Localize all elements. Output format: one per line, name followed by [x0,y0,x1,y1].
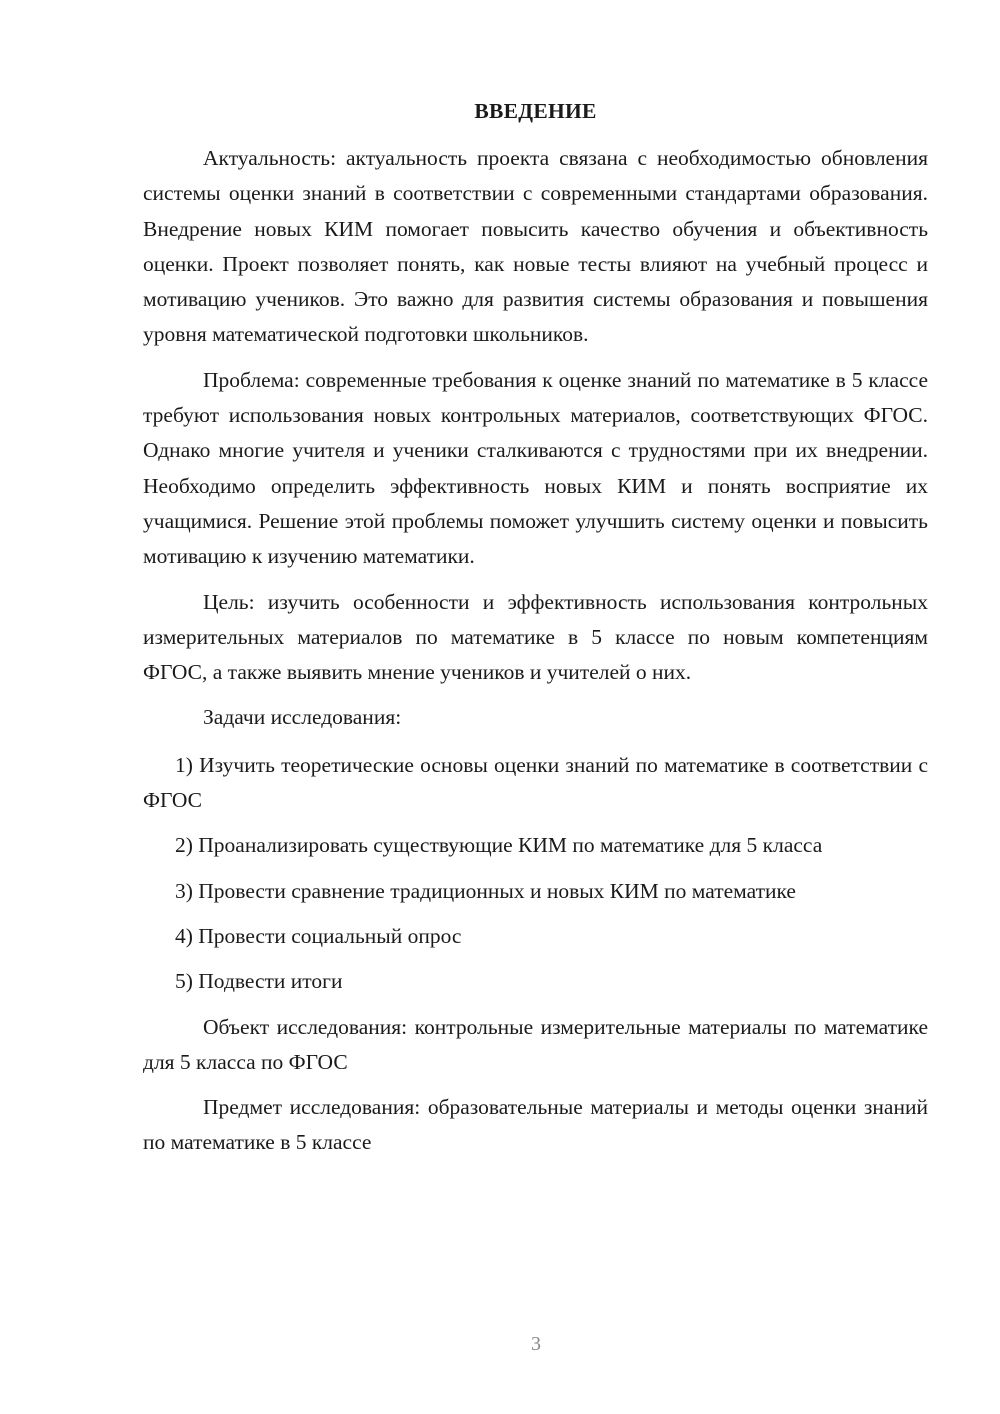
page-content [143,94,928,1171]
page-number: 3 [531,1333,541,1355]
task-item-2: 2) Проанализировать существующие КИМ по математике для 5 класса [175,833,823,858]
tasks-heading: Задачи исследования: [203,705,402,730]
section-title: ВВЕДЕНИЕ [474,99,597,123]
task-item-1: 1) Изучить теоретические основы оценки знаний по математике в соответствии с ФГОС [143,752,928,813]
task-item-5: 5) Подвести итоги [175,969,343,994]
paragraph-object: Объект исследования: контрольные измерительные материалы по математике для 5 класса по ФГОС [143,1014,928,1074]
task-item-3: 3) Провести сравнение традиционных и новых КИМ по математике [175,878,796,903]
paragraph-relevance: Актуальность: актуальность проекта связана с необходимостью обновления системы оценки знаний в соответствии с современными стандартами образования. Внедрение новых КИМ помогает повысить качество обучения и объективность оценки. Проект позволяет понять, как новые тесты влияют на учебный процесс и мотивацию учеников. Это важно для развития системы образования и повышения уровня математической подготовки школьников. [143,146,928,347]
paragraph-problem: Проблема: современные требования к оценке знаний по математике в 5 классе требуют использования новых контрольных материалов, соответствующих ФГОС. Однако многие учителя и ученики сталкиваются с трудностями при их внедрении. Необходимо определить эффективность новых КИМ и понять восприятие их учащимися. Решение этой проблемы поможет улучшить систему оценки и повысить мотивацию к изучению математики. [143,367,928,569]
task-item-4: 4) Провести социальный опрос [175,923,462,948]
paragraph-subject: Предмет исследования: образовательные материалы и методы оценки знаний по математике в 5 классе [143,1095,928,1155]
paragraph-goal: Цель: изучить особенности и эффективность использования контрольных измерительных материалов по математике в 5 классе по новым компетенциям ФГОС, а также выявить мнение учеников и учителей о них. [143,589,928,685]
